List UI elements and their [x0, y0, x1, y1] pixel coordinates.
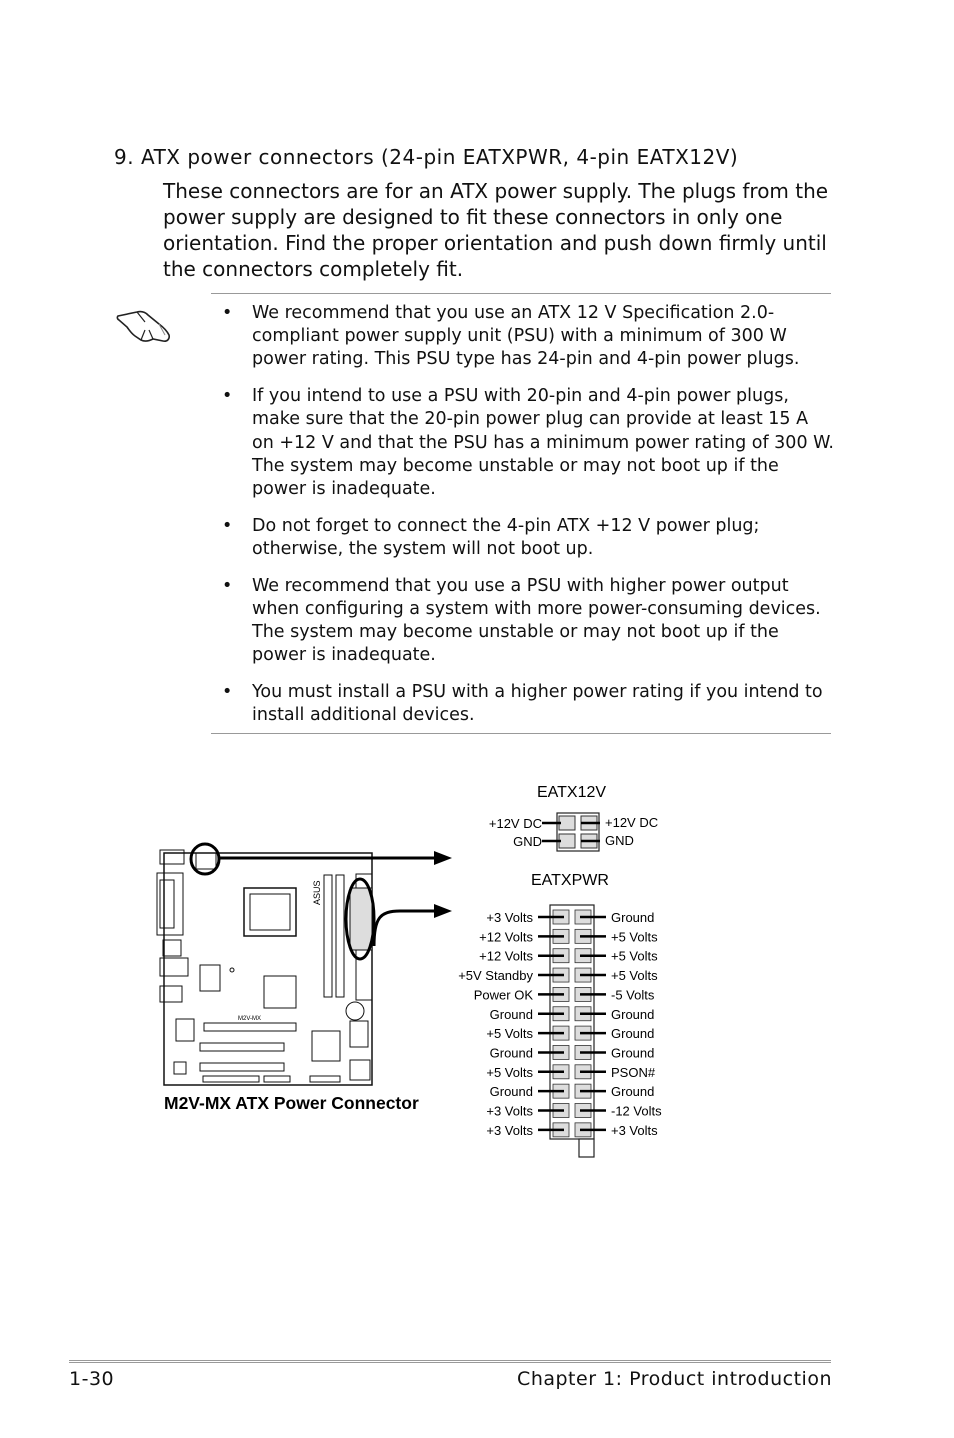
note-item: • You must install a PSU with a higher power rating if you intend to install additional devices. — [222, 681, 834, 727]
arrow-eatx12v — [434, 851, 452, 865]
note-bottom-rule — [211, 733, 831, 734]
eatxpwr-pin-label: +5 Volts — [486, 1064, 533, 1080]
eatxpwr-pin-label: +5 Volts — [611, 968, 658, 984]
section-title: 9. ATX power connectors (24-pin EATXPWR, 4-pin EATX12V) — [114, 145, 739, 169]
eatxpwr-pin-label: Ground — [489, 1006, 533, 1022]
eatxpwr-pin-label: Ground — [489, 1045, 533, 1061]
eatxpwr-pin-label: PSON# — [611, 1064, 656, 1080]
footer-rule — [69, 1360, 831, 1363]
eatxpwr-pin-label: +12 Volts — [479, 948, 533, 964]
diagram-caption: M2V-MX ATX Power Connector — [164, 1093, 419, 1113]
motherboard-layout — [157, 850, 372, 1085]
eatxpwr-pin-label: Power OK — [473, 987, 533, 1003]
eatxpwr-pin-label: +5V Standby — [458, 968, 533, 984]
hand-pointer-icon — [115, 306, 175, 346]
eatxpwr-title: EATXPWR — [531, 872, 609, 889]
chapter-title: Chapter 1: Product introduction — [517, 1368, 832, 1390]
eatx12v-pin-label: +12V DC — [488, 816, 542, 831]
board-label: M2V-MX — [238, 1016, 262, 1022]
note-item: • We recommend that you use a PSU with higher power output when configuring a system with more power-consuming devices. The system may become unstable or may not boot up if the power is inadequate. — [222, 575, 834, 668]
eatxpwr-pin-label: Ground — [611, 1026, 655, 1042]
board-logo: ASUS — [312, 880, 322, 905]
eatxpwr-pin-label: +5 Volts — [611, 948, 658, 964]
note-item: • We recommend that you use an ATX 12 V Specification 2.0-compliant power supply unit (PSU) with a minimum of 300 W power rating. This PSU type has 24-pin and 4-pin power plugs. — [222, 302, 834, 372]
eatxpwr-pin-label: Ground — [489, 1084, 533, 1100]
eatxpwr-pin-label: +3 Volts — [486, 1103, 533, 1119]
eatx12v-pin-label: GND — [605, 833, 634, 848]
note-item: • Do not forget to connect the 4-pin ATX +12 V power plug; otherwise, the system will not boot up. — [222, 515, 834, 561]
eatxpwr-pin-label: -12 Volts — [611, 1103, 662, 1119]
eatx12v-pin-label: GND — [513, 834, 542, 849]
note-item: • If you intend to use a PSU with 20-pin and 4-pin power plugs, make sure that the 20-pin power plug can provide at least 15 A on +12 V and that the PSU has a minimum power rating of 300 W. The system may become unstable or may not boot up if the power is inadequate. — [222, 385, 834, 501]
eatxpwr-pin-label: +5 Volts — [611, 929, 658, 945]
eatxpwr-pin-label: +5 Volts — [486, 1026, 533, 1042]
eatxpwr-pin-label: +12 Volts — [479, 929, 533, 945]
intro-paragraph: These connectors are for an ATX power supply. The plugs from the power supply are designed to fit these connectors in only one orientation. Find the proper orientation and push down firmly until the connectors completely fit. — [163, 179, 829, 281]
notes-list — [222, 302, 834, 741]
eatx12v-title: EATX12V — [537, 784, 607, 801]
eatxpwr-pin-label: -5 Volts — [611, 987, 655, 1003]
eatxpwr-pin-label: Ground — [611, 1084, 655, 1100]
arrow-eatxpwr — [434, 904, 452, 918]
eatxpwr-pin-label: Ground — [611, 1006, 655, 1022]
page-number: 1-30 — [69, 1368, 115, 1390]
eatxpwr-pin-label: +3 Volts — [611, 1122, 658, 1138]
eatx12v-connector — [542, 813, 600, 851]
power-connector-diagram — [0, 750, 954, 1170]
eatxpwr-pin-label: +3 Volts — [486, 910, 533, 925]
eatxpwr-pin-label: Ground — [611, 1045, 655, 1061]
eatx12v-pin-label: +12V DC — [605, 815, 659, 830]
eatxpwr-pin-label: Ground — [611, 910, 655, 925]
note-top-rule — [211, 293, 831, 294]
eatxpwr-pin-label: +3 Volts — [486, 1122, 533, 1138]
